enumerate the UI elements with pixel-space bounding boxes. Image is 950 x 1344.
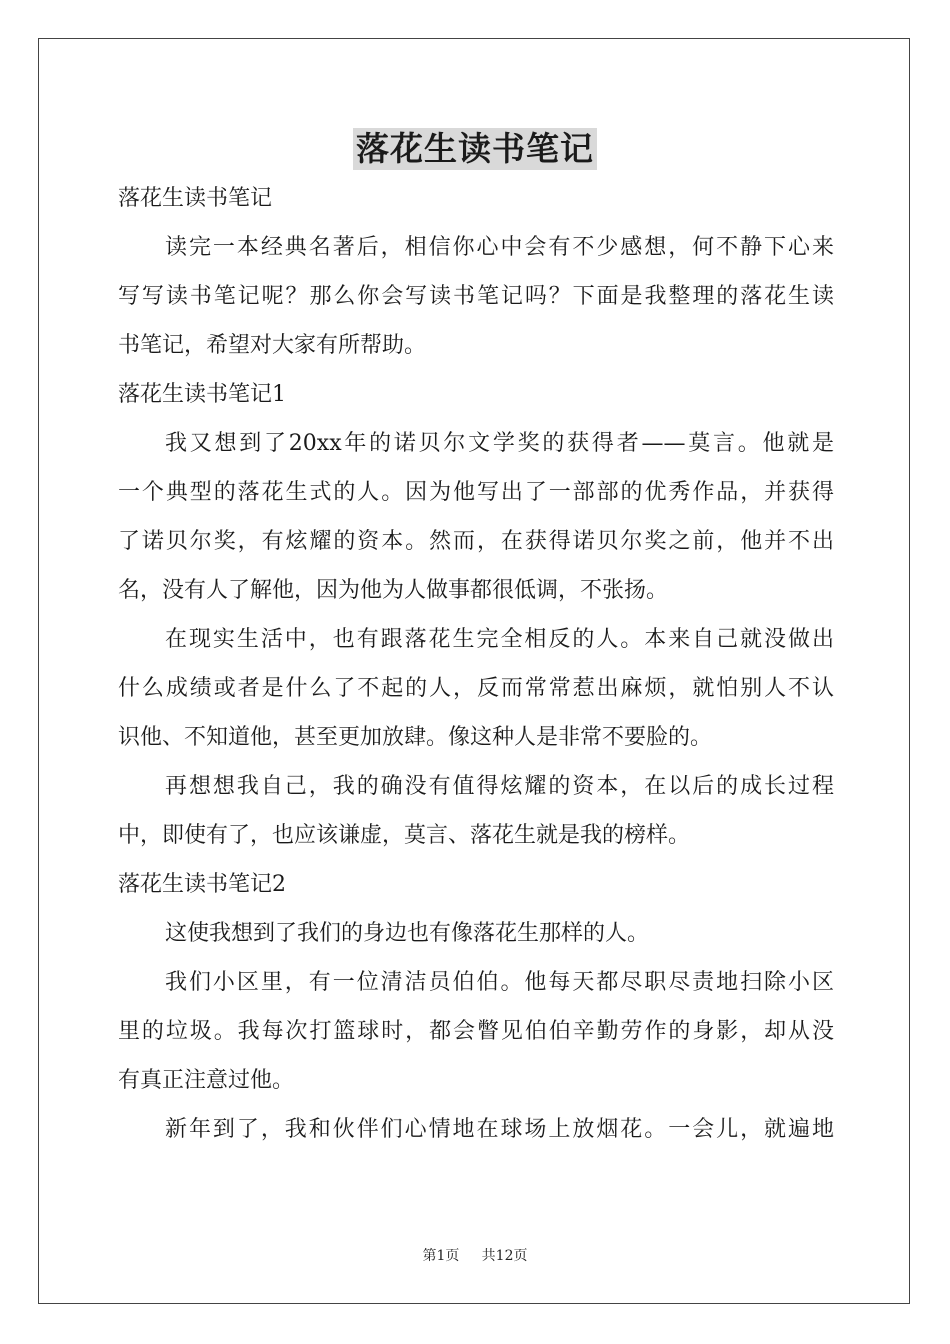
document-body [118,174,834,1154]
text-line: 这使我想到了我们的身边也有像落花生那样的人。 [165,921,650,946]
document-title: 落花生读书笔记 [353,128,597,170]
page-footer [0,1245,950,1265]
page-total: 共12页 [481,1248,528,1264]
text-line: 名，没有人了解他，因为他为人做事都很低调，不张扬。 [118,578,669,603]
text-line: 写写读书笔记呢？那么你会写读书笔记吗？下面是我整理的落花生读 [118,284,834,309]
text-line: 读完一本经典名著后，相信你心中会有不少感想，何不静下心来 [165,235,834,260]
text-line: 落花生读书笔记1 [118,382,286,407]
text-line: 识他、不知道他，甚至更加放肆。像这种人是非常不要脸的。 [118,725,713,750]
text-line: 一个典型的落花生式的人。因为他写出了一部部的优秀作品，并获得 [118,480,834,505]
text-line: 我们小区里，有一位清洁员伯伯。他每天都尽职尽责地扫除小区 [165,970,834,995]
text-line: 我又想到了20xx年的诺贝尔文学奖的获得者——莫言。他就是 [165,431,834,456]
text-line: 中，即使有了，也应该谦虚，莫言、落花生就是我的榜样。 [118,823,691,848]
text-line: 里的垃圾。我每次打篮球时，都会瞥见伯伯辛勤劳作的身影，却从没 [118,1019,834,1044]
text-line: 再想想我自己，我的确没有值得炫耀的资本，在以后的成长过程 [165,774,834,799]
text-line: 有真正注意过他。 [118,1068,295,1093]
text-line: 什么成绩或者是什么了不起的人，反而常常惹出麻烦，就怕别人不认 [118,676,834,701]
text-line: 落花生读书笔记 [118,186,273,211]
text-line: 新年到了，我和伙伴们心情地在球场上放烟花。一会儿，就遍地 [165,1117,834,1142]
text-line: 了诺贝尔奖，有炫耀的资本。然而，在获得诺贝尔奖之前，他并不出 [118,529,834,554]
text-line: 书笔记，希望对大家有所帮助。 [118,333,427,358]
title-container [0,128,950,170]
text-line: 在现实生活中，也有跟落花生完全相反的人。本来自己就没做出 [165,627,834,652]
page-number: 第1页 [422,1248,460,1264]
text-line: 落花生读书笔记2 [118,872,286,897]
